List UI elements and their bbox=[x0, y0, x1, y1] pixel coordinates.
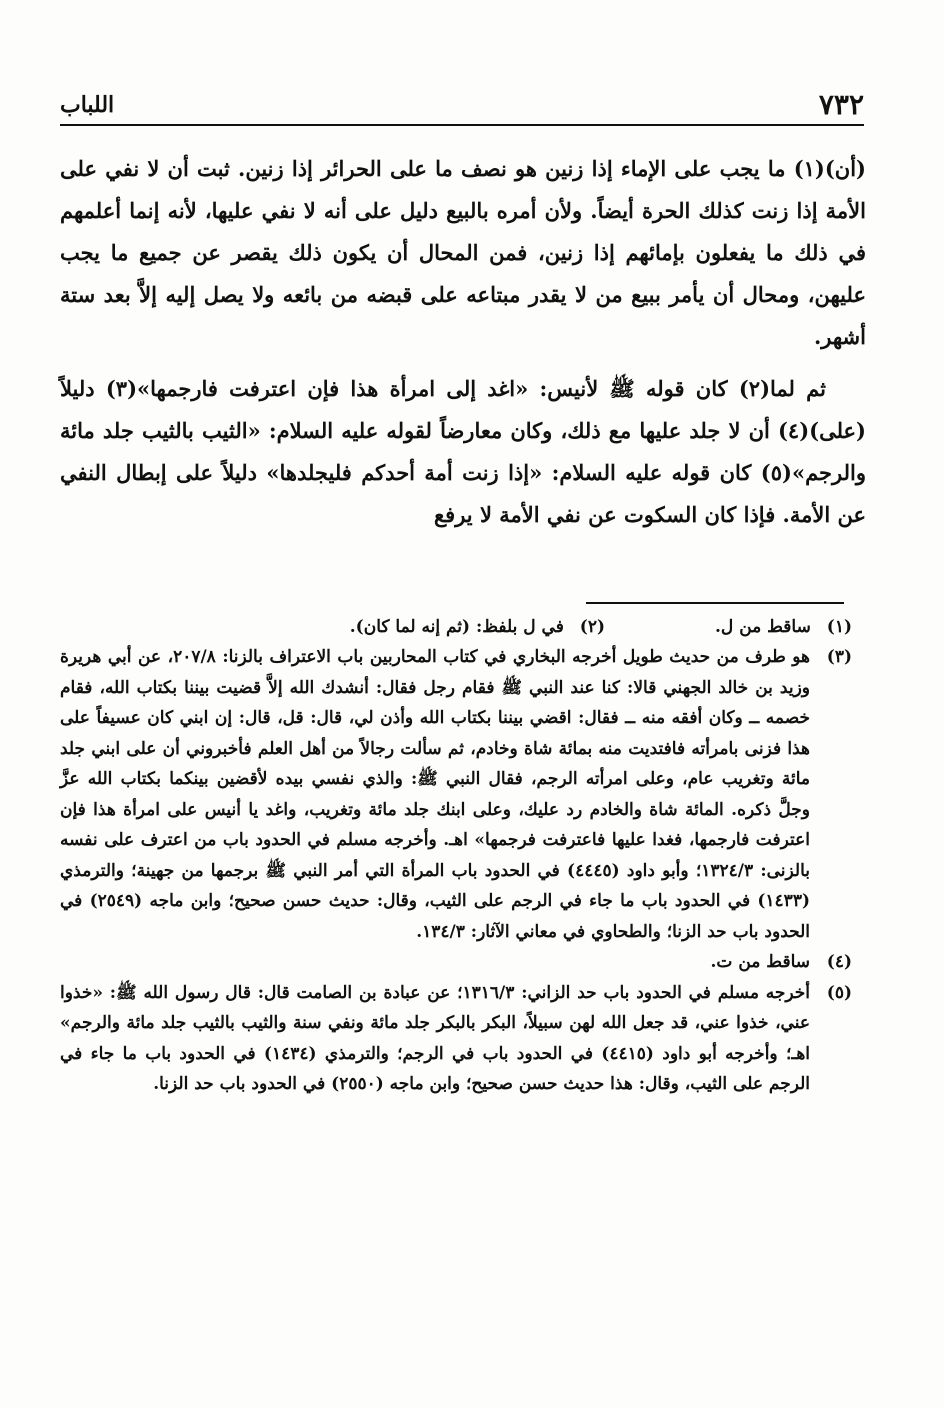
footnote-row-inline bbox=[60, 612, 852, 642]
footnote-1 bbox=[715, 612, 852, 642]
paragraph: ثم لما(٢) كان قوله ﷺ لأنيس: «اغد إلى امرأة هذا فإن اعترفت فارجمها»(٣) دليلاً (على)(٤) أن لا جلد عليها مع ذلك، وكان معارضاً لقوله عليه السلام: «الثيب بالثيب جلد مائة والرجم»(٥) كان قوله عليه السلام: «إذا زنت أمة أحدكم فليجلدها» دليلاً على إبطال النفي عن الأمة. فإذا كان السكوت عن نفي الأمة لا يرفع bbox=[60, 376, 866, 527]
footnote-text: ساقط من ت. bbox=[710, 952, 810, 972]
footnote-number: (٣) bbox=[826, 647, 852, 667]
footnote-number: (١) bbox=[826, 617, 852, 637]
page-number: ٧٣٢ bbox=[818, 88, 864, 121]
footnotes bbox=[60, 612, 852, 1100]
paragraph: (أن)(١) ما يجب على الإماء إذا زنين هو نصف ما على الحرائر إذا زنين. ثبت أن لا نفي على الأمة إذا زنت كذلك الحرة أيضاً. ولأن أمره بالبيع دليل على أنه لا نفي عليها، لأنه إنما أعلمهم في ذلك ما يفعلون بإمائهم إذا زنين، فمن المحال أن يكون ذلك يقصر عن جميع ما يجب عليهن، ومحال أن يأمر ببيع من لا يقدر مبتاعه على قبضه من بائعه ولا يصل إليه إلاَّ بعد ستة أشهر. bbox=[60, 156, 866, 349]
footnote-text: ساقط من ل. bbox=[715, 617, 811, 637]
footnote-3 bbox=[60, 642, 852, 947]
footnote-4 bbox=[60, 947, 852, 978]
footnote-2 bbox=[350, 612, 605, 642]
footnote-number: (٤) bbox=[826, 952, 852, 972]
footnote-number: (٥) bbox=[826, 982, 852, 1003]
footnote-number: (٢) bbox=[579, 617, 605, 637]
footnote-text: هو طرف من حديث طويل أخرجه البخاري في كتاب المحاربين باب الاعتراف بالزنا: ٢٠٧/٨، عن أبي هريرة وزيد بن خالد الجهني قالا: كنا عند النبي ﷺ فقام رجل فقال: أنشدك الله إلاَّ قضيت بيننا بكتاب الله، فقام خصمه ــ وكان أفقه منه ــ فقال: اقضي بيننا بكتاب الله وأذن لي، قال: قل، قال: إن ابني كان عسيفاً على هذا فزنى بامرأته فافتديت منه بمائة شاة وخادم، ثم سألت رجالاً من أهل العلم فأخبروني أن على ابني جلد مائة وتغريب عام، وعلى امرأته الرجم، فقال النبي ﷺ: والذي نفسي بيده لأقضين بينكما بكتاب الله عزَّ وجلَّ ذكره. المائة شاة والخادم رد عليك، وعلى ابنك جلد مائة وتغريب، واغد يا أنيس على امرأة هذا فإن اعترفت فارجمها، فغدا عليها فاعترفت فرجمها» اهـ. وأخرجه مسلم في الحدود باب من اعترف على نفسه بالزنى: ١٣٢٤/٣؛ وأبو داود (٤٤٤٥) في الحدود باب المرأة التي أمر النبي ﷺ برجمها من جهينة؛ والترمذي (١٤٣٣) في الحدود باب ما جاء في الرجم على الثيب، وقال: حديث حسن صحيح؛ وابن ماجه (٢٥٤٩) في الحدود باب حد الزنا؛ والطحاوي في معاني الآثار: ١٣٤/٣. bbox=[60, 647, 810, 942]
footnote-text: في ل بلفظ: (ثم إنه لما كان). bbox=[349, 617, 564, 637]
footnote-separator bbox=[586, 602, 844, 604]
running-title: اللباب bbox=[60, 92, 115, 118]
footnote-text: أخرجه مسلم في الحدود باب حد الزاني: ١٣١٦/٣؛ عن عبادة بن الصامت قال: قال رسول الله ﷺ: «خذوا عني، خذوا عني، قد جعل الله لهن سبيلاً، البكر بالبكر جلد مائة ونفي سنة والثيب بالثيب جلد مائة والرجم» اهـ؛ وأخرجه أبو داود (٤٤١٥) في الحدود باب في الرجم؛ والترمذي (١٤٣٤) في الحدود باب ما جاء في الرجم على الثيب، وقال: هذا حديث حسن صحيح؛ وابن ماجه (٢٥٥٠) في الحدود باب حد الزنا. bbox=[60, 982, 811, 1094]
main-text bbox=[60, 148, 866, 546]
page-header bbox=[60, 86, 864, 126]
footnote-5 bbox=[60, 978, 852, 1100]
